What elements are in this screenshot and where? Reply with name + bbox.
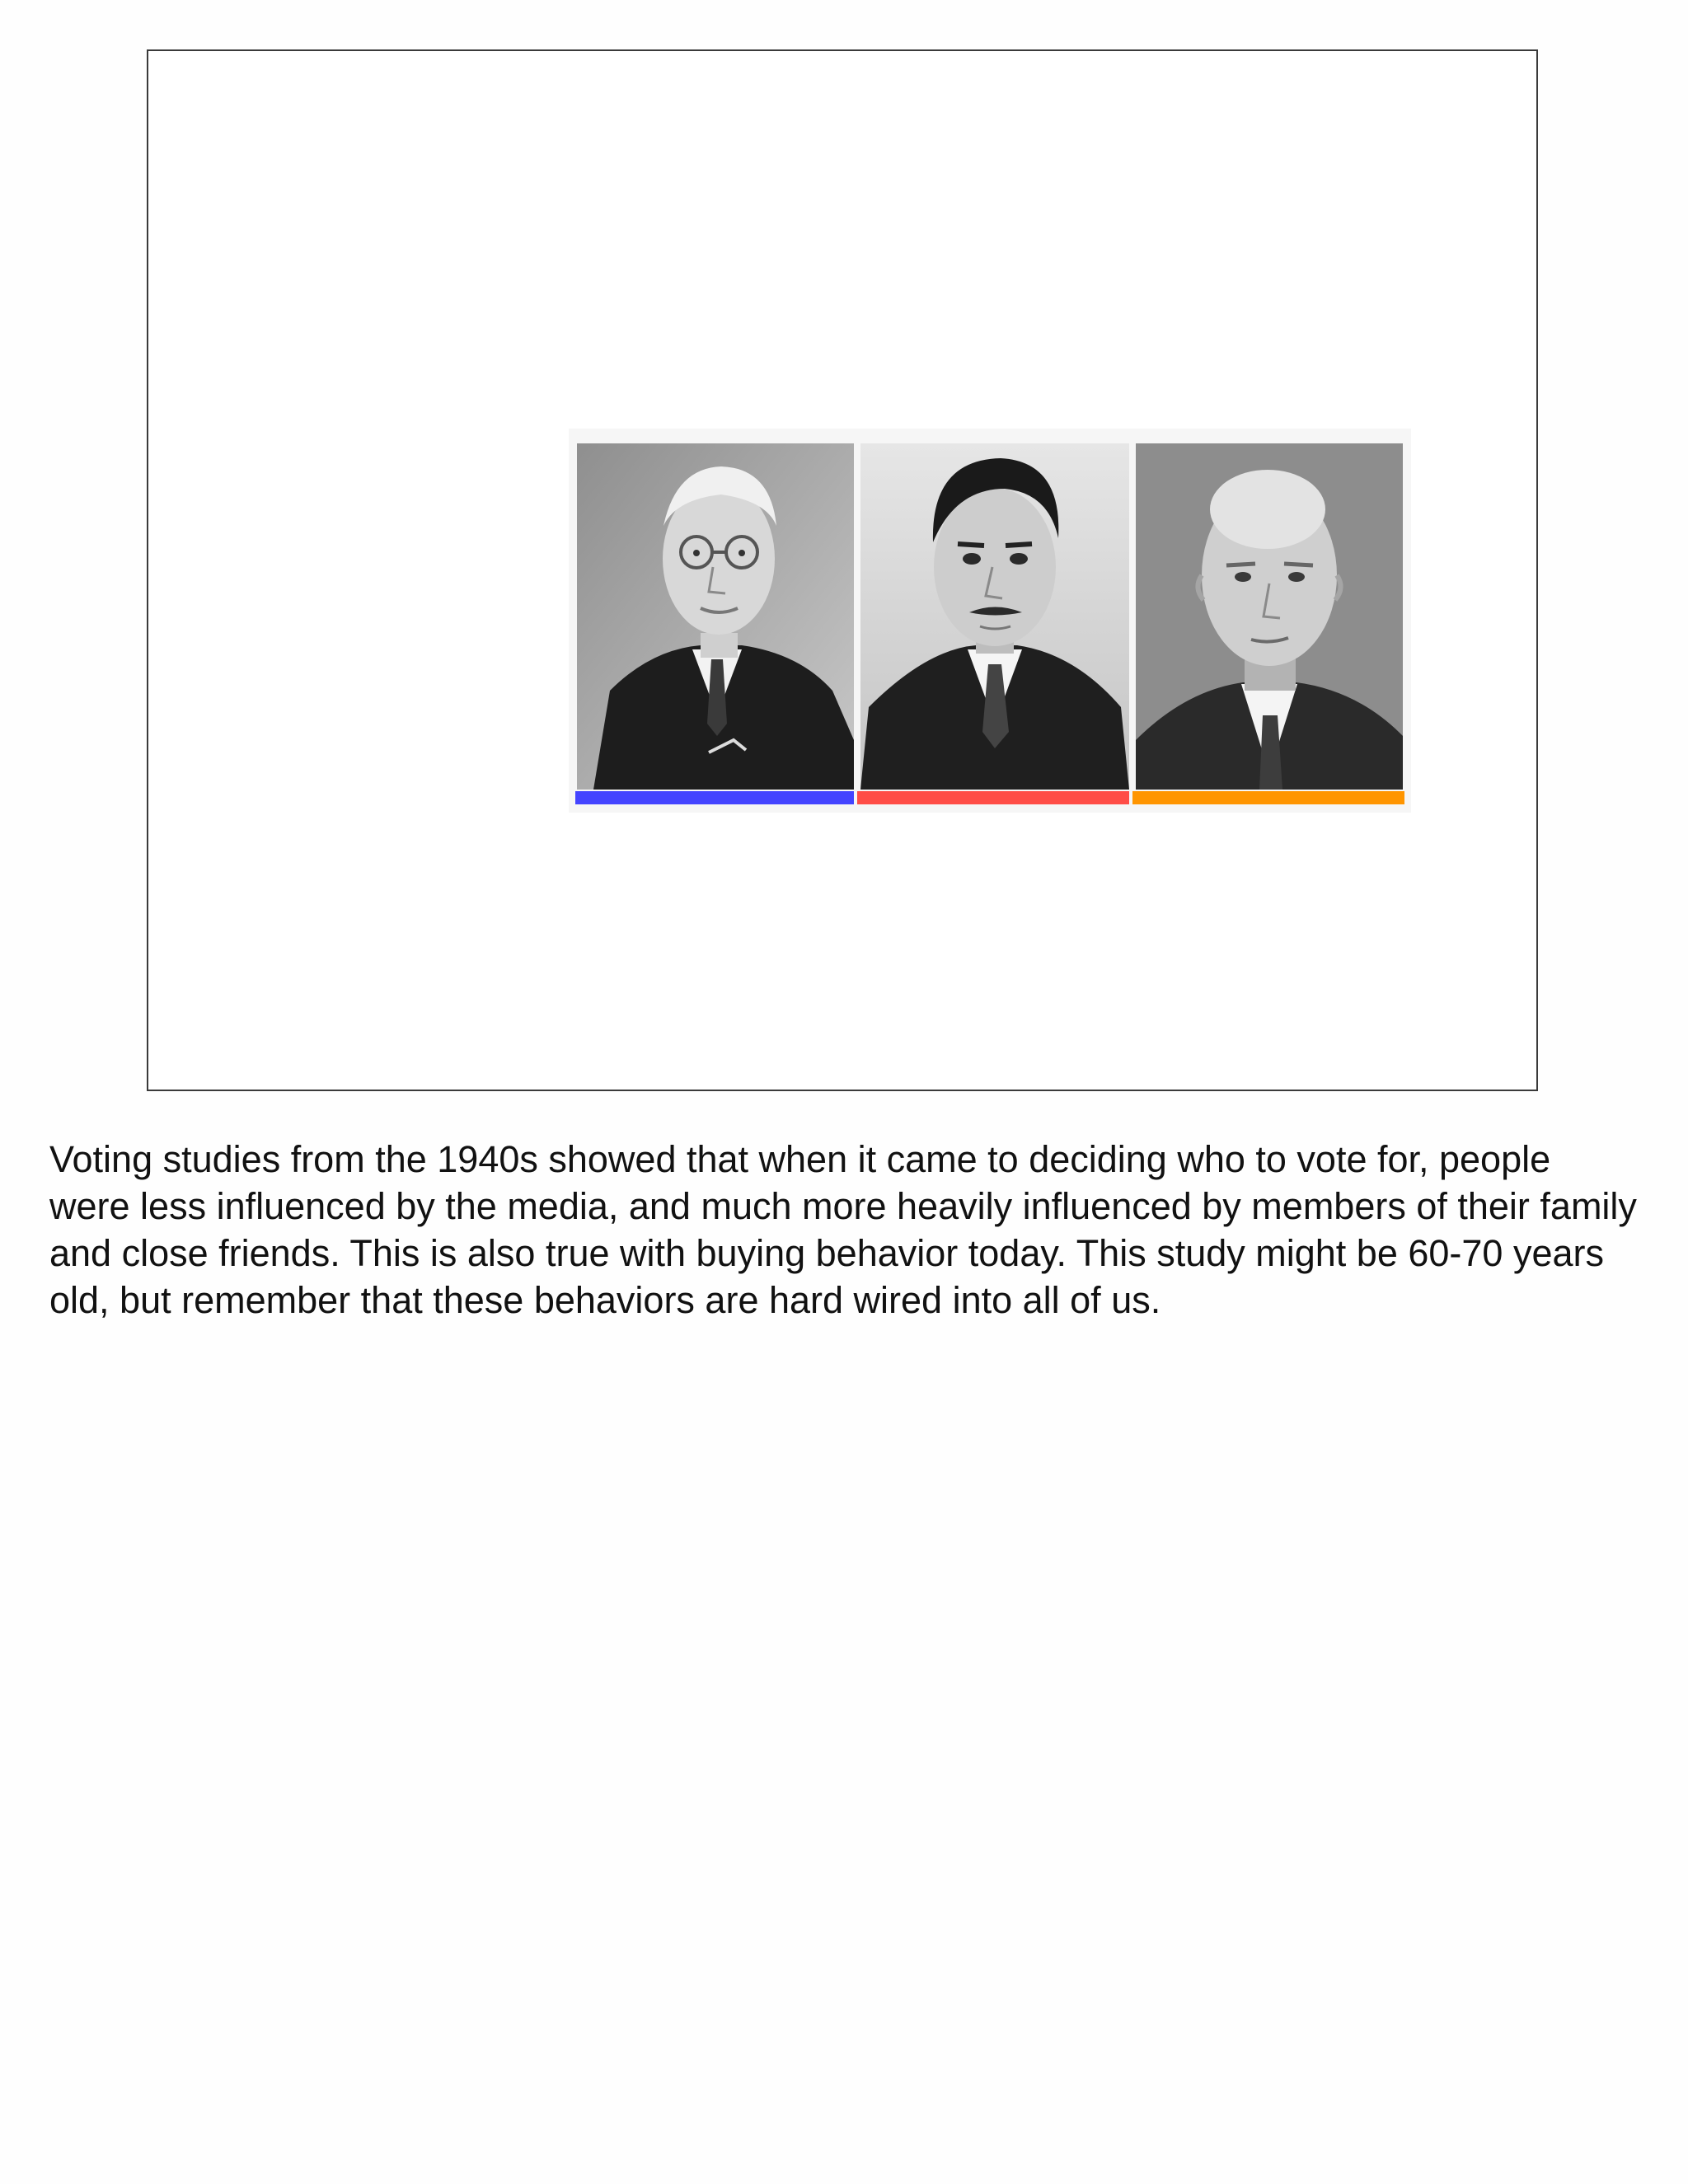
portrait-mustache-man-icon bbox=[860, 443, 1129, 790]
portrait-bald-man-icon bbox=[1136, 443, 1403, 790]
party-color-bar-blue bbox=[575, 791, 854, 804]
party-color-bar-orange bbox=[1132, 791, 1404, 804]
party-color-bar-red bbox=[857, 791, 1129, 804]
portrait-glasses-man-icon bbox=[577, 443, 854, 790]
portrait-strip bbox=[569, 429, 1411, 813]
speaker-notes: Voting studies from the 1940s showed that when it came to deciding who to vote for, people were less influenced by the media, and much more heavily influenced by members of their family and close friends. This is also true with buying behavior today. This study might be 60-70 years old, but remember that these behaviors are hard wired into all of us. bbox=[49, 1138, 1637, 1321]
slide-frame bbox=[147, 49, 1538, 1091]
